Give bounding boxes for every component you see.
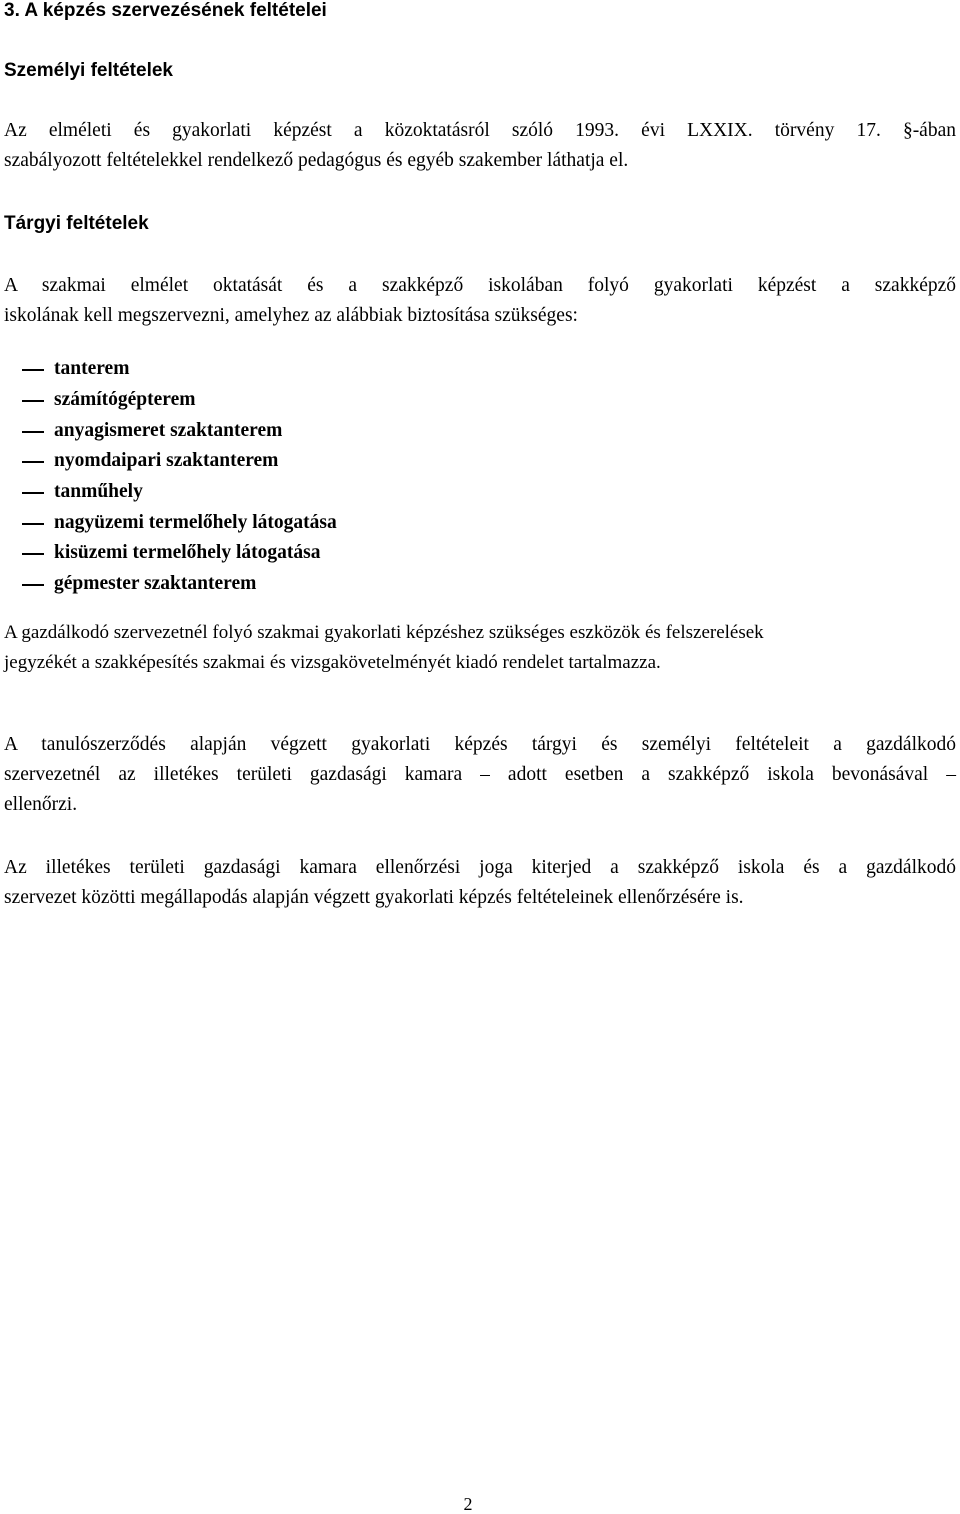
dash-bullet — [22, 400, 44, 402]
paragraph-line: jegyzékét a szakképesítés szakmai és vizsgakövetelményét kiadó rendelet tartalmazza. — [4, 652, 661, 673]
list-item — [22, 446, 337, 477]
dash-bullet — [22, 461, 44, 463]
paragraph-line: szervezetnél az illetékes területi gazdasági kamara – adott esetben a szakképző iskola bevonásával – — [4, 764, 956, 785]
dash-bullet — [22, 431, 44, 433]
list-item — [22, 507, 337, 538]
material-conditions-heading: Tárgyi feltételek — [4, 213, 149, 234]
paragraph-line: szabályozott feltételekkel rendelkező pedagógus és egyéb szakember láthatja el. — [4, 150, 629, 171]
list-item-label: nagyüzemi termelőhely látogatása — [54, 511, 337, 533]
list-item-label: nyomdaipari szaktanterem — [54, 450, 279, 472]
list-item — [22, 477, 337, 508]
contract-paragraph — [4, 730, 956, 820]
paragraph-line: Az illetékes területi gazdasági kamara ellenőrzési joga kiterjed a szakképző iskola és a gazdálkodó — [4, 857, 956, 878]
list-item — [22, 415, 337, 446]
paragraph-line: A tanulószerződés alapján végzett gyakorlati képzés tárgyi és személyi feltételeit a gazdálkodó — [4, 734, 956, 755]
list-item — [22, 569, 337, 600]
list-item-label: gépmester szaktanterem — [54, 573, 257, 595]
list-item — [22, 385, 337, 416]
list-item — [22, 538, 337, 569]
paragraph-line: Az elméleti és gyakorlati képzést a közoktatásról szóló 1993. évi LXXIX. törvény 17. §-ában — [4, 120, 956, 141]
list-item-label: tanterem — [54, 358, 130, 380]
personal-conditions-paragraph — [4, 116, 956, 176]
page-number: 2 — [463, 1494, 473, 1514]
paragraph-line: A gazdálkodó szervezetnél folyó szakmai gyakorlati képzéshez szükséges eszközök és felszerelések — [4, 622, 764, 643]
dash-bullet — [22, 523, 44, 525]
dash-bullet — [22, 492, 44, 494]
list-item-label: számítógépterem — [54, 389, 196, 411]
dash-bullet — [22, 584, 44, 586]
list-item-label: tanműhely — [54, 481, 143, 503]
paragraph-line: iskolának kell megszervezni, amelyhez az alábbiak biztosítása szükséges: — [4, 305, 578, 326]
requirements-list — [22, 354, 337, 600]
chamber-control-paragraph — [4, 853, 956, 913]
paragraph-line: ellenőrzi. — [4, 794, 78, 815]
list-item-label: anyagismeret szaktanterem — [54, 419, 283, 441]
dash-bullet — [22, 553, 44, 555]
personal-conditions-heading: Személyi feltételek — [4, 60, 173, 81]
material-intro-paragraph — [4, 271, 956, 331]
paragraph-line: A szakmai elmélet oktatását és a szakképző iskolában folyó gyakorlati képzést a szakképző — [4, 275, 956, 296]
equipment-paragraph — [4, 618, 956, 678]
paragraph-line: szervezet közötti megállapodás alapján végzett gyakorlati képzés feltételeinek ellenőrzésére is. — [4, 887, 744, 908]
list-item — [22, 354, 337, 385]
section-title: 3. A képzés szervezésének feltételei — [4, 0, 327, 21]
dash-bullet — [22, 369, 44, 371]
list-item-label: kisüzemi termelőhely látogatása — [54, 542, 321, 564]
